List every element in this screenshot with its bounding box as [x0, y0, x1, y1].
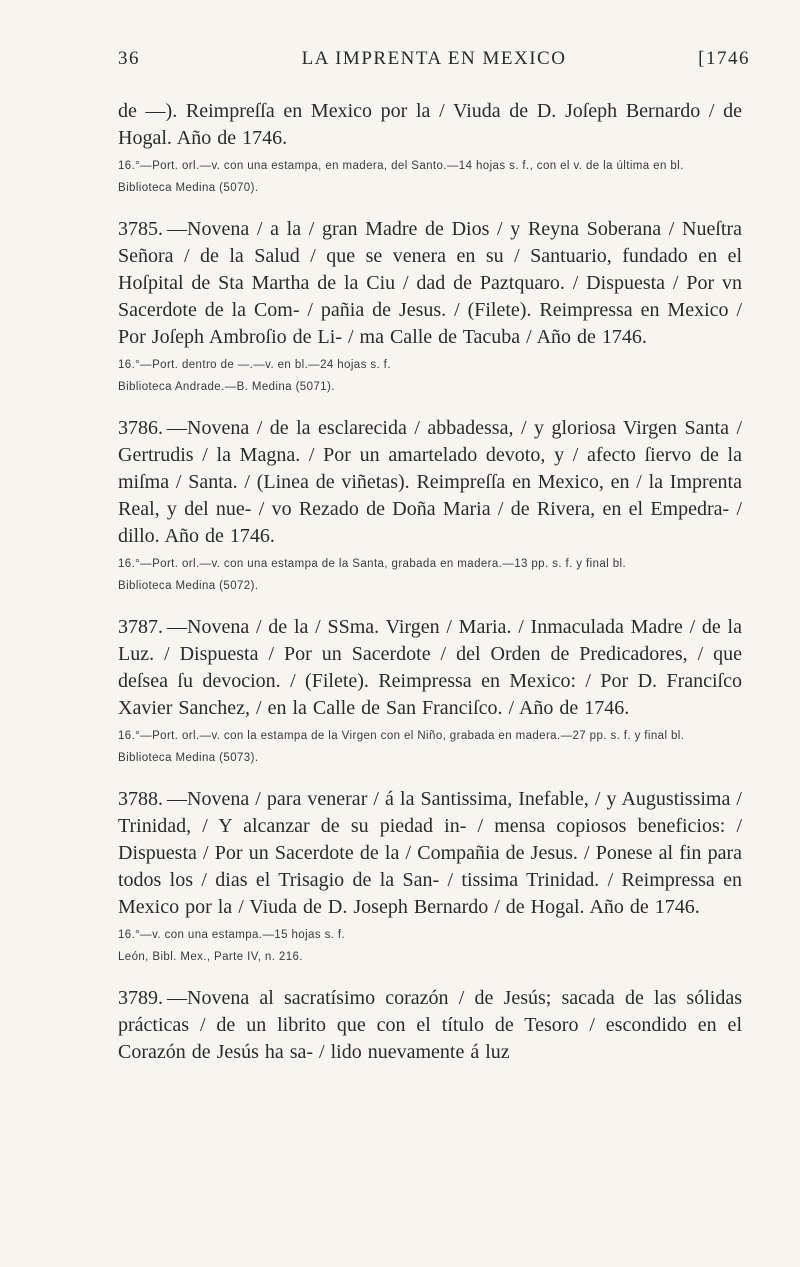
entry-physical-description: 16.°—Port. orl.—v. con la estampa de la Virgen con el Niño, grabada en madera.—27 pp. s. f. y final bl.	[118, 730, 685, 742]
entry-number: 3789.	[118, 987, 163, 1009]
page-body	[118, 98, 742, 1085]
entry-3788	[118, 786, 742, 966]
running-title: LA IMPRENTA EN MEXICO	[301, 48, 567, 69]
entry-physical-description: 16.°—Port. orl.—v. con una estampa, en madera, del Santo.—14 hojas s. f., con el v. de la última en bl.	[118, 160, 684, 172]
entry-continued	[118, 98, 742, 197]
entry-number: 3785.	[118, 218, 163, 240]
entry-holding-library: Biblioteca Medina (5070).	[118, 182, 259, 194]
entry-physical-description: 16.°—Port. orl.—v. con una estampa de la Santa, grabada en madera.—13 pp. s. f. y final bl.	[118, 558, 627, 570]
entry-3785	[118, 216, 742, 396]
entry-text: 3787. —Novena / de la / SSma. Virgen / Maria. / Inmaculada Madre / de la Luz. / Dispuesta / Por un Sacerdote / del Orden de Predicadores, / que deſsea ſu devocion. / (Filete). Reimpressa en Mexico: / Por D. Franciſco Xavier Sanchez, / en la Calle de San Franciſco. / Año de 1746.	[118, 616, 742, 719]
page-number: 36	[118, 48, 140, 69]
entry-text: 3788. —Novena / para venerar / á la Santissima, Inefable, / y Augustissima / Trinidad, / Y alcanzar de su piedad in- / mensa copiosos beneficios: / Dispuesta / Por un Sacerdote de la / Compañia de Jesus. / Ponese al fin para todos los / dias el Trisagio de la San- / tissima Trinidad. / Reimpressa en Mexico por la / Viuda de D. Joseph Bernardo / de Hogal. Año de 1746.	[118, 788, 742, 918]
entry-holding-library: Biblioteca Medina (5073).	[118, 752, 259, 764]
running-head	[118, 48, 750, 78]
entry-holding-library: León, Bibl. Mex., Parte IV, n. 216.	[118, 951, 303, 963]
entry-number: 3788.	[118, 788, 163, 810]
entry-holding-library: Biblioteca Andrade.—B. Medina (5071).	[118, 381, 335, 393]
entry-physical-description: 16.°—v. con una estampa.—15 hojas s. f.	[118, 929, 346, 941]
entry-physical-description: 16.°—Port. dentro de ―.—v. en bl.—24 hojas s. f.	[118, 359, 391, 371]
entry-3786	[118, 415, 742, 595]
entry-3789	[118, 985, 742, 1066]
entry-text: 3786. —Novena / de la esclarecida / abbadessa, / y gloriosa Virgen Santa / Gertrudis / la Magna. / Por un amartelado devoto, y / afecto ſiervo de la miſma / Santa. / (Linea de viñetas). Reimpreſſa en Mexico, en / la Imprenta Real, y del nue- / vo Rezado de Doña Maria / de Rivera, en el Empedra- / dillo. Año de 1746.	[118, 417, 742, 547]
entry-number: 3786.	[118, 417, 163, 439]
entry-text: de ―). Reimpreſſa en Mexico por la / Viuda de D. Joſeph Bernardo / de Hogal. Año de 1746.	[118, 100, 742, 149]
entry-holding-library: Biblioteca Medina (5072).	[118, 580, 259, 592]
entry-3787	[118, 614, 742, 767]
entry-number: 3787.	[118, 616, 163, 638]
entry-text: 3785. —Novena / a la / gran Madre de Dios / y Reyna Soberana / Nueſtra Señora / de la Salud / que se venera en su / Santuario, fundado en el Hoſpital de Sta Martha de la Ciu / dad de Paztquaro. / Dispuesta / Por vn Sacerdote de la Com- / pañia de Jesus. / (Filete). Reimpressa en Mexico / Por Joſeph Ambroſio de Li- / ma Calle de Tacuba / Año de 1746.	[118, 218, 742, 348]
running-year: [1746	[698, 48, 750, 69]
entry-text: 3789. —Novena al sacratísimo corazón / de Jesús; sacada de las sólidas prácticas / de un librito que con el título de Tesoro / escondido en el Corazón de Jesús ha sa- / lido nuevamente á luz	[118, 987, 742, 1063]
